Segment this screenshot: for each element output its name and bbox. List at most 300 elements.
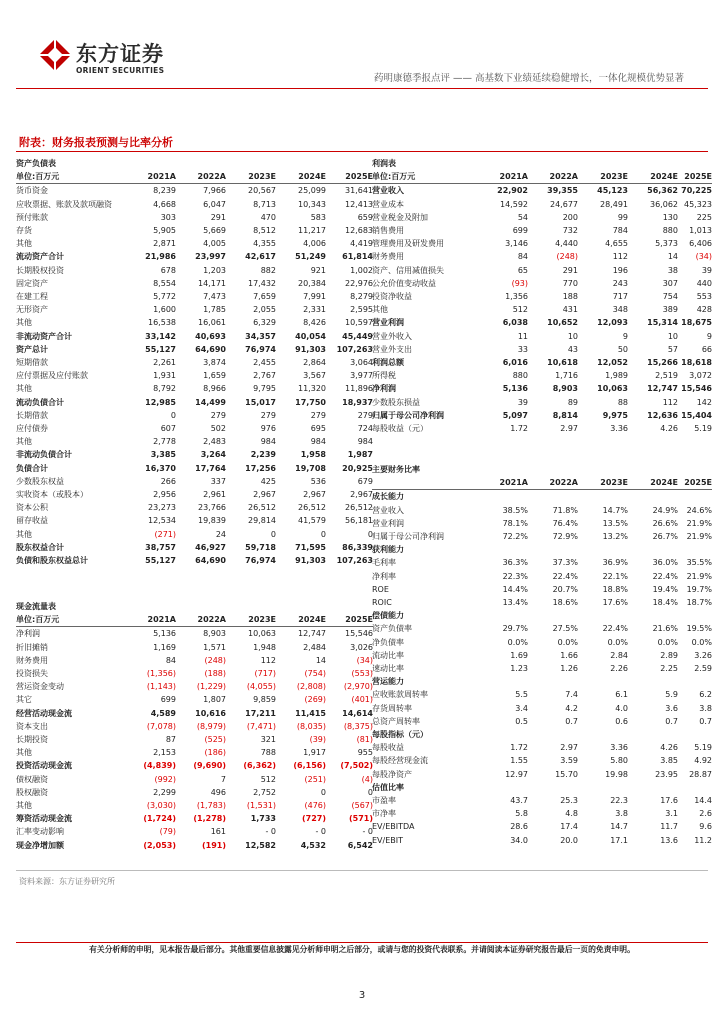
cell-value: 1,571 xyxy=(203,642,226,652)
cell-value: 3.8 xyxy=(615,809,628,819)
table-row xyxy=(372,530,712,543)
cell-value xyxy=(478,490,528,504)
row-label: 利润总额 xyxy=(372,358,404,368)
cell-value: 225 xyxy=(696,212,712,222)
cell-value: 678 xyxy=(160,265,176,275)
row-label: 每股收益（元） xyxy=(372,424,428,434)
cell-value: 732 xyxy=(562,226,578,236)
row-label: 汇率变动影响 xyxy=(16,827,64,837)
cell-value: 161 xyxy=(210,827,226,837)
cell-value: 24.9% xyxy=(652,505,678,515)
cell-value: 2,871 xyxy=(153,239,176,249)
cell-value: 3,072 xyxy=(689,371,712,381)
row-label: 应收票据、账款及款项融资 xyxy=(16,199,112,209)
cell-value: 8,426 xyxy=(303,318,326,328)
row-label: 股东权益合计 xyxy=(16,542,64,552)
cell-value: 12,093 xyxy=(597,318,628,328)
year-header: 2021A xyxy=(478,476,528,490)
cell-value: 112 xyxy=(260,655,276,665)
cell-value: 20.7% xyxy=(552,584,578,594)
cell-value: 10,618 xyxy=(547,358,578,368)
cell-value: 19.5% xyxy=(686,624,712,634)
row-label: 每股收益 xyxy=(372,743,404,753)
row-label: 在建工程 xyxy=(16,292,48,302)
cell-value: (248) xyxy=(204,655,226,665)
cell-value: 583 xyxy=(310,212,326,222)
cell-value: 3,874 xyxy=(203,358,226,368)
table-row xyxy=(16,237,373,250)
cell-value: 37.3% xyxy=(552,558,578,568)
cell-value: 14,171 xyxy=(198,278,226,288)
table-row xyxy=(16,448,373,461)
cell-value xyxy=(628,675,678,688)
table-row xyxy=(372,330,712,343)
cell-value: 717 xyxy=(612,292,628,302)
cell-value: 26,512 xyxy=(345,503,373,513)
cell-value: 26.7% xyxy=(652,532,678,542)
row-label: 其他 xyxy=(372,305,388,315)
cell-value: (8,035) xyxy=(296,721,326,731)
cell-value: 40,054 xyxy=(295,331,326,341)
cell-value: 2.25 xyxy=(660,664,678,674)
row-label: 资本支出 xyxy=(16,721,48,731)
cell-value: (251) xyxy=(304,774,326,784)
year-header: 2023E xyxy=(578,476,628,490)
cell-value: 38 xyxy=(667,265,678,275)
cell-value: 19.98 xyxy=(605,769,628,779)
year-header: 2025E xyxy=(678,476,712,490)
cell-value: 984 xyxy=(260,437,276,447)
cell-value: 22.3 xyxy=(610,796,628,806)
orient-logo-icon xyxy=(38,38,72,72)
cell-value: (553) xyxy=(351,669,373,679)
cell-value: 1,659 xyxy=(203,371,226,381)
cell-value xyxy=(678,675,712,688)
cell-value xyxy=(578,728,628,741)
row-label: 经营活动现金流 xyxy=(16,708,72,718)
table-row xyxy=(372,570,712,583)
cell-value: (93) xyxy=(511,278,528,288)
cell-value: 25,099 xyxy=(298,186,326,196)
cell-value: 2,864 xyxy=(303,358,326,368)
cell-value: (727) xyxy=(301,814,326,824)
cell-value: 3,026 xyxy=(350,642,373,652)
table-row xyxy=(16,343,373,356)
cell-value: 2.97 xyxy=(560,424,578,434)
cell-value: 699 xyxy=(160,695,176,705)
table-row xyxy=(16,264,373,277)
row-label: 每股经营现金流 xyxy=(372,756,428,766)
cell-value: - 0 xyxy=(362,827,373,837)
table-row xyxy=(16,224,373,237)
table-row xyxy=(372,556,712,569)
cell-value: 9 xyxy=(706,331,712,341)
table-row xyxy=(372,781,712,794)
cell-value: 279 xyxy=(357,410,373,420)
cell-value: 23,766 xyxy=(198,503,226,513)
table-row xyxy=(372,834,712,847)
cell-value: (39) xyxy=(309,735,326,745)
cell-value: (2,808) xyxy=(296,682,326,692)
cell-value: (3,030) xyxy=(146,801,176,811)
cell-value: 13.5% xyxy=(602,518,628,528)
unit-header: 单位:百万元 xyxy=(16,613,126,627)
cell-value: 425 xyxy=(260,476,276,486)
cell-value: 39 xyxy=(701,265,712,275)
cell-value: 42,617 xyxy=(245,252,276,262)
row-label: 少数股东损益 xyxy=(372,397,420,407)
cell-value: 21.9% xyxy=(686,518,712,528)
row-label: EV/EBIT xyxy=(372,835,404,845)
cell-value: 1,917 xyxy=(303,748,326,758)
cell-value: 7,966 xyxy=(203,186,226,196)
table-row xyxy=(16,303,373,316)
table-row xyxy=(372,728,712,741)
table-row xyxy=(16,290,373,303)
table-row xyxy=(372,504,712,517)
cell-value: (34) xyxy=(695,252,712,262)
cell-value: 291 xyxy=(210,212,226,222)
cell-value: 21.6% xyxy=(652,624,678,634)
cell-value: (8,979) xyxy=(196,721,226,731)
cell-value: 5,905 xyxy=(153,226,176,236)
cell-value: 3,064 xyxy=(350,358,373,368)
cell-value: 72.2% xyxy=(502,532,528,542)
cell-value: 45,123 xyxy=(597,186,628,196)
cell-value: 2.26 xyxy=(610,664,628,674)
cell-value: 2,961 xyxy=(203,490,226,500)
cell-value: (188) xyxy=(204,669,226,679)
cell-value: 303 xyxy=(160,212,176,222)
cell-value: 1,600 xyxy=(153,305,176,315)
year-header: 2022A xyxy=(176,613,226,627)
cell-value: 4,655 xyxy=(605,239,628,249)
table-row xyxy=(372,543,712,556)
row-label: 公允价值变动收益 xyxy=(372,278,436,288)
table-title: 利润表 xyxy=(372,159,396,168)
cell-value: 3,146 xyxy=(505,239,528,249)
cell-value: 243 xyxy=(612,278,628,288)
cell-value xyxy=(478,609,528,622)
table-row xyxy=(16,528,373,541)
cell-value: 2,956 xyxy=(153,490,176,500)
cell-value: 10,616 xyxy=(195,708,226,718)
cell-value: 3.36 xyxy=(610,743,628,753)
cell-value: 279 xyxy=(310,410,326,420)
cell-value: 22.4% xyxy=(602,624,628,634)
financial-ratios-table xyxy=(372,463,712,847)
cell-value: 1,716 xyxy=(555,371,578,381)
cell-value: 7,991 xyxy=(303,292,326,302)
table-row xyxy=(372,369,712,382)
cell-value: 71,595 xyxy=(295,542,326,552)
cell-value: 1.55 xyxy=(510,756,528,766)
cell-value: 24.6% xyxy=(686,505,712,515)
cell-value: 23,997 xyxy=(195,252,226,262)
cell-value: 22,902 xyxy=(497,186,528,196)
cell-value: 8,966 xyxy=(203,384,226,394)
cell-value: 1,785 xyxy=(203,305,226,315)
cell-value: 2,055 xyxy=(253,305,276,315)
row-label: 管理费用及研发费用 xyxy=(372,239,444,249)
cell-value: 3.8 xyxy=(699,703,712,713)
year-header: 2023E xyxy=(226,170,276,184)
row-label: 其他 xyxy=(16,437,32,447)
cell-value: 496 xyxy=(210,787,226,797)
table-row xyxy=(372,277,712,290)
table-row xyxy=(16,330,373,343)
row-label: 所得税 xyxy=(372,371,396,381)
cell-value: (7,502) xyxy=(340,761,373,771)
table-row xyxy=(16,707,373,720)
table-row xyxy=(372,382,712,395)
table-row xyxy=(16,693,373,706)
table-row xyxy=(372,237,712,250)
cell-value: 16,061 xyxy=(198,318,226,328)
cell-value: 6.2 xyxy=(699,690,712,700)
table-row xyxy=(16,641,373,654)
cell-value: 11,320 xyxy=(298,384,326,394)
cell-value: 15,546 xyxy=(345,629,373,639)
row-label: 获利能力 xyxy=(372,545,404,555)
cell-value: 2.97 xyxy=(560,743,578,753)
cell-value xyxy=(628,728,678,741)
table-row xyxy=(372,715,712,728)
cell-value: 54 xyxy=(517,212,528,222)
table-row xyxy=(372,741,712,754)
cell-value: 984 xyxy=(310,437,326,447)
cell-value: 17.6% xyxy=(602,598,628,608)
cell-value: 5,669 xyxy=(203,226,226,236)
cell-value: 61,814 xyxy=(342,252,373,262)
cell-value: 28,491 xyxy=(600,199,628,209)
table-row xyxy=(372,356,712,369)
unit-header xyxy=(372,476,478,490)
cell-value: 5.19 xyxy=(694,743,712,753)
cell-value: 1,931 xyxy=(153,371,176,381)
cell-value: 33,142 xyxy=(145,331,176,341)
cell-value: 0 xyxy=(170,410,176,420)
table-row xyxy=(16,488,373,501)
row-label: 其他 xyxy=(16,748,32,758)
cell-value: 21.9% xyxy=(686,532,712,542)
cell-value: 0.0% xyxy=(691,637,712,647)
cell-value: 10 xyxy=(567,331,578,341)
cell-value: 10 xyxy=(667,331,678,341)
cell-value: 348 xyxy=(612,305,628,315)
table-row xyxy=(16,733,373,746)
cell-value: 15,404 xyxy=(681,410,712,420)
row-label: 净利润 xyxy=(16,629,40,639)
cell-value: 0.0% xyxy=(657,637,678,647)
cell-value: 1,987 xyxy=(347,450,373,460)
cell-value: 20,567 xyxy=(248,186,276,196)
cell-value: 57 xyxy=(667,344,678,354)
cell-value: 784 xyxy=(612,226,628,236)
cell-value: 699 xyxy=(512,226,528,236)
table-row xyxy=(16,250,373,263)
cell-value: 11.7 xyxy=(660,822,678,832)
row-label: 资产负债率 xyxy=(372,624,412,634)
row-label: 营业成本 xyxy=(372,199,404,209)
cell-value xyxy=(628,543,678,556)
row-label: 留存收益 xyxy=(16,516,48,526)
row-label: 营业收入 xyxy=(372,505,404,515)
table-row xyxy=(16,812,373,825)
cell-value: 1.26 xyxy=(560,664,578,674)
cell-value: 2,153 xyxy=(153,748,176,758)
cell-value: 3.36 xyxy=(610,424,628,434)
table-row xyxy=(16,475,373,488)
table-row xyxy=(16,501,373,514)
cell-value: 36.0% xyxy=(652,558,678,568)
row-label: 市净率 xyxy=(372,809,396,819)
cell-value: (4,055) xyxy=(246,682,276,692)
table-row xyxy=(372,596,712,609)
table-title: 现金流量表 xyxy=(16,602,56,611)
cell-value: 3.26 xyxy=(694,650,712,660)
row-label: 非流动资产合计 xyxy=(16,331,72,341)
cell-value: 266 xyxy=(160,476,176,486)
cell-value: - 0 xyxy=(315,827,326,837)
cell-value: (6,362) xyxy=(243,761,276,771)
cell-value: 14,614 xyxy=(342,708,373,718)
cell-value: 51,249 xyxy=(295,252,326,262)
row-label: 存货周转率 xyxy=(372,703,412,713)
cell-value: 10,652 xyxy=(547,318,578,328)
cell-value: 4,440 xyxy=(555,239,578,249)
table-row xyxy=(372,622,712,635)
cell-value: (1,531) xyxy=(246,801,276,811)
cell-value: 512 xyxy=(512,305,528,315)
cell-value: 34,357 xyxy=(245,331,276,341)
cell-value: 5.19 xyxy=(694,424,712,434)
row-label: 资本公积 xyxy=(16,503,48,513)
row-label: 营业利润 xyxy=(372,518,404,528)
cell-value: 22,976 xyxy=(345,278,373,288)
cell-value: (1,356) xyxy=(146,669,176,679)
row-label: 毛利率 xyxy=(372,558,396,568)
row-label: 净利润 xyxy=(372,384,396,394)
table-row xyxy=(372,490,712,504)
cell-value xyxy=(528,609,578,622)
table-title-row xyxy=(16,157,373,170)
table-row xyxy=(372,343,712,356)
row-label: 负债合计 xyxy=(16,463,48,473)
table-row xyxy=(16,514,373,527)
year-header: 2023E xyxy=(578,170,628,184)
cell-value: 12.97 xyxy=(505,769,528,779)
cell-value: 39 xyxy=(517,397,528,407)
cell-value: 19.7% xyxy=(686,584,712,594)
row-label: 其他 xyxy=(16,384,32,394)
cell-value: 3.59 xyxy=(560,756,578,766)
section-divider xyxy=(16,151,708,152)
table-row xyxy=(372,517,712,530)
cell-value: 6,016 xyxy=(502,358,528,368)
cell-value: 12,683 xyxy=(345,226,373,236)
cell-value: 976 xyxy=(260,424,276,434)
cell-value: 984 xyxy=(357,437,373,447)
cell-value: 4.92 xyxy=(694,756,712,766)
cell-value: 15,017 xyxy=(245,397,276,407)
cell-value: (81) xyxy=(356,735,373,745)
cell-value: 880 xyxy=(512,371,528,381)
row-label: 总资产周转率 xyxy=(372,716,420,726)
row-label: 营运资金变动 xyxy=(16,682,64,692)
cell-value: 2,484 xyxy=(303,642,326,652)
cell-value: 26,512 xyxy=(298,503,326,513)
cell-value: 8,903 xyxy=(552,384,578,394)
cell-value: 29,814 xyxy=(248,516,276,526)
row-label: 实收资本（或股本） xyxy=(16,490,88,500)
table-row xyxy=(16,786,373,799)
cell-value: 1,948 xyxy=(253,642,276,652)
cell-value: 86,339 xyxy=(342,542,373,552)
cell-value: 24 xyxy=(215,529,226,539)
cell-value: 19,708 xyxy=(295,463,326,473)
cell-value: 1,002 xyxy=(350,265,373,275)
cell-value: (2,970) xyxy=(343,682,373,692)
cell-value: 955 xyxy=(357,748,373,758)
cell-value: 28.6 xyxy=(510,822,528,832)
cell-value: (9,690) xyxy=(193,761,226,771)
cell-value: 724 xyxy=(357,424,373,434)
cell-value: 1,169 xyxy=(153,642,176,652)
row-label: 速动比率 xyxy=(372,664,404,674)
cell-value: 4.26 xyxy=(660,743,678,753)
cell-value: 2,455 xyxy=(253,358,276,368)
cell-value: 5.80 xyxy=(610,756,628,766)
row-label: 固定资产 xyxy=(16,278,48,288)
cell-value: (1,724) xyxy=(143,814,176,824)
row-label: 债权融资 xyxy=(16,774,48,784)
cell-value xyxy=(528,675,578,688)
cell-value: 23.95 xyxy=(655,769,678,779)
cell-value: 55,127 xyxy=(145,556,176,566)
cell-value: (7,078) xyxy=(146,721,176,731)
table-row xyxy=(16,839,373,852)
cell-value: 11,896 xyxy=(345,384,373,394)
cell-value: 10,343 xyxy=(298,199,326,209)
cell-value: 76.4% xyxy=(552,518,578,528)
cell-value: 2,767 xyxy=(253,371,276,381)
row-label: 筹资活动现金流 xyxy=(16,814,72,824)
disclaimer: 有关分析师的申明，见本报告最后部分。其他重要信息披露见分析师申明之后部分，或请与您的投资代表联系。并请阅读本证券研究报告最后一页的免责申明。 xyxy=(89,945,635,954)
cell-value: 18,937 xyxy=(342,397,373,407)
header-divider xyxy=(16,88,708,89)
cell-value: 22.4% xyxy=(652,571,678,581)
year-header: 2021A xyxy=(126,613,176,627)
cell-value: 553 xyxy=(696,292,712,302)
page-number: 3 xyxy=(358,990,366,1001)
cell-value: 1,356 xyxy=(505,292,528,302)
unit-header: 单位:百万元 xyxy=(16,170,126,184)
cell-value: 14.7% xyxy=(602,505,628,515)
cell-value: 12,413 xyxy=(345,199,373,209)
cell-value: 18.8% xyxy=(602,584,628,594)
cell-value: 279 xyxy=(210,410,226,420)
cell-value: 921 xyxy=(310,265,326,275)
row-label: 营业外收入 xyxy=(372,331,412,341)
cell-value: 112 xyxy=(612,252,628,262)
cell-value: 7 xyxy=(220,774,226,784)
cell-value: (6,156) xyxy=(293,761,326,771)
cell-value: 17,750 xyxy=(295,397,326,407)
table-row xyxy=(372,224,712,237)
table-row xyxy=(372,768,712,781)
cell-value: 20,384 xyxy=(298,278,326,288)
